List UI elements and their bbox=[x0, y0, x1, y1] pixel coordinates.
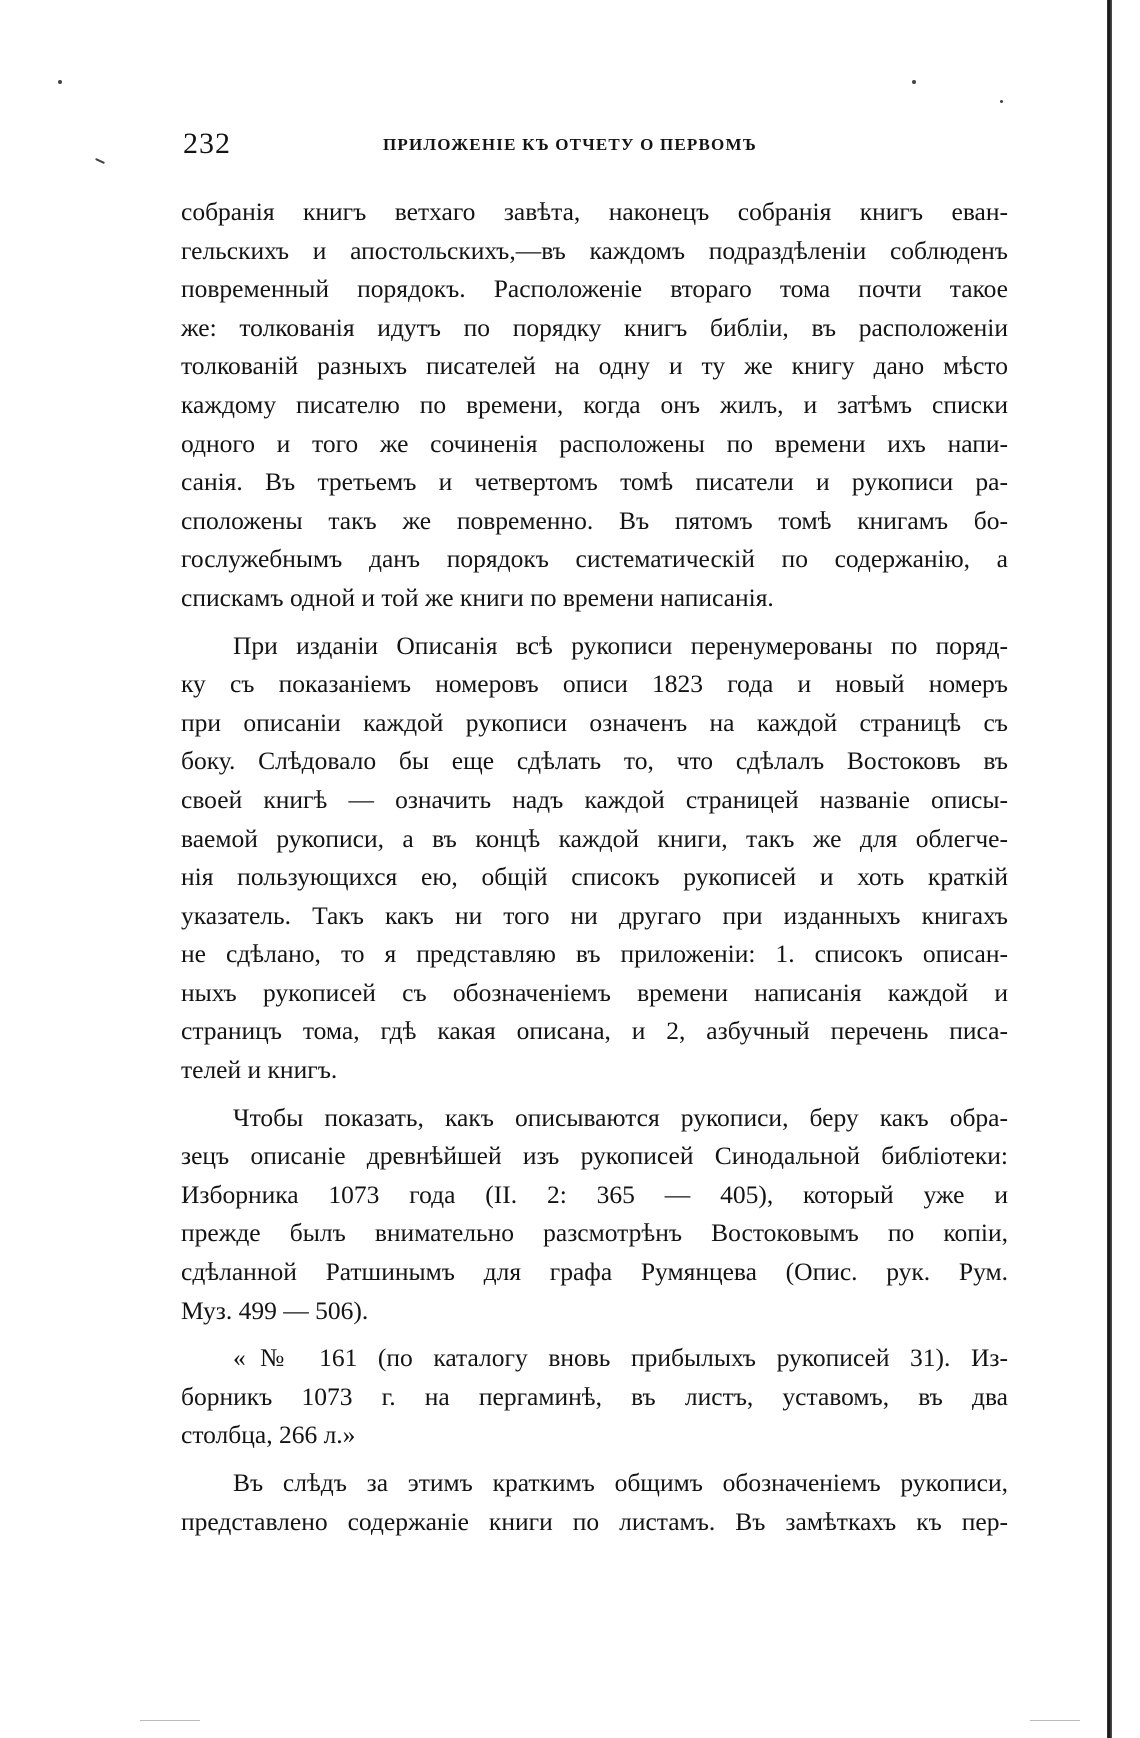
text-line: гослужебнымъ данъ порядокъ систематическій по содержанію, а bbox=[181, 544, 1008, 574]
text-line: Въ слѣдъ за этимъ краткимъ общимъ обозначеніемъ рукописи, bbox=[233, 1468, 1008, 1497]
text-line: санія. Въ третьемъ и четвертомъ томѣ писатели и рукописи ра- bbox=[181, 467, 1008, 497]
paper-speck bbox=[912, 80, 916, 84]
text-line: страницъ тома, гдѣ какая описана, и 2, азбучный перечень писа- bbox=[181, 1016, 1008, 1046]
page-header bbox=[183, 126, 1013, 166]
page-number: 232 bbox=[183, 127, 231, 160]
text-line: нія пользующихся ею, общій списокъ рукописей и хоть краткій bbox=[181, 862, 1008, 892]
text-line: При изданіи Описанія всѣ рукописи перенумерованы по поряд- bbox=[233, 630, 1008, 660]
text-line: ваемой рукописи, а въ концѣ каждой книги, такъ же для облегче- bbox=[181, 823, 1008, 853]
text-line: Муз. 499 — 506). bbox=[181, 1295, 369, 1325]
text-line: повременный порядокъ. Расположеніе втораго тома почти такое bbox=[181, 274, 1008, 304]
text-line: гельскихъ и апостольскихъ,—въ каждомъ подраздѣленіи соблюденъ bbox=[181, 235, 1008, 265]
text-line: каждому писателю по времени, когда онъ жилъ, и затѣмъ списки bbox=[181, 389, 1008, 419]
text-line: своей книгѣ — означить надъ каждой страницей названіе описы- bbox=[181, 784, 1008, 814]
text-line: не сдѣлано, то я представляю въ приложеніи: 1. списокъ описан- bbox=[181, 939, 1008, 969]
paper-speck bbox=[1000, 100, 1003, 103]
text-line: ку съ показаніемъ номеровъ описи 1823 года и новый номеръ bbox=[181, 669, 1008, 699]
text-line: «№ 161 (по каталогу вновь прибылыхъ рукописей 31). Из- bbox=[233, 1343, 1008, 1373]
paper-speck bbox=[95, 158, 105, 164]
text-line: борникъ 1073 г. на пергаминѣ, въ листъ, уставомъ, въ два bbox=[181, 1381, 1008, 1411]
text-line: ныхъ рукописей съ обозначеніемъ времени написанія каждой и bbox=[181, 977, 1008, 1007]
text-line: столбца, 266 л.» bbox=[181, 1420, 356, 1450]
text-line: телей и книгъ. bbox=[181, 1055, 338, 1085]
paper-speck bbox=[140, 1720, 200, 1721]
paragraph bbox=[181, 1464, 1008, 1541]
text-line: же: толкованія идутъ по порядку книгъ библіи, въ расположеніи bbox=[181, 312, 1008, 342]
text-line: зецъ описаніе древнѣйшей изъ рукописей Синодальной библіотеки: bbox=[181, 1141, 1008, 1171]
body-text bbox=[181, 193, 1008, 1541]
page-edge-shadow bbox=[1107, 0, 1112, 1738]
paragraph bbox=[181, 627, 1008, 1090]
text-line: боку. Слѣдовало бы еще сдѣлать то, что сдѣлалъ Востоковъ въ bbox=[181, 746, 1008, 776]
text-line: прежде былъ внимательно разсмотрѣнъ Востоковымъ по копіи, bbox=[181, 1218, 1008, 1248]
text-line: Чтобы показать, какъ описываются рукописи, беру какъ обра- bbox=[233, 1102, 1008, 1132]
text-line: одного и того же сочиненія расположены по времени ихъ напи- bbox=[181, 428, 1008, 458]
paragraph bbox=[181, 1099, 1008, 1331]
text-line: сдѣланной Ратшинымъ для графа Румянцева (Опис. рук. Рум. bbox=[181, 1257, 1008, 1287]
paper-speck bbox=[1030, 1720, 1080, 1721]
paragraph bbox=[181, 1339, 1008, 1455]
paper-speck bbox=[58, 80, 62, 84]
text-line: толкованій разныхъ писателей на одну и ту же книгу дано мѣсто bbox=[181, 351, 1008, 381]
text-line: при описаніи каждой рукописи означенъ на каждой страницѣ съ bbox=[181, 707, 1008, 737]
text-line: указатель. Такъ какъ ни того ни другаго при изданныхъ книгахъ bbox=[181, 900, 1008, 930]
running-head: ПРИЛОЖЕНІЕ КЪ ОТЧЕТУ О ПЕРВОМЪ bbox=[383, 135, 757, 154]
text-line: сположены такъ же повременно. Въ пятомъ томѣ книгамъ бо- bbox=[181, 505, 1008, 535]
paragraph bbox=[181, 193, 1008, 618]
text-line: представлено содержаніе книги по листамъ. Въ замѣткахъ къ пер- bbox=[181, 1506, 1008, 1536]
text-line: спискамъ одной и той же книги по времени написанія. bbox=[181, 582, 774, 612]
text-line: собранія книгъ ветхаго завѣта, наконецъ собранія книгъ еван- bbox=[181, 197, 1008, 226]
text-line: Изборника 1073 года (II. 2: 365 — 405), который уже и bbox=[181, 1179, 1008, 1209]
bottom-scan-specks bbox=[0, 1718, 1140, 1724]
